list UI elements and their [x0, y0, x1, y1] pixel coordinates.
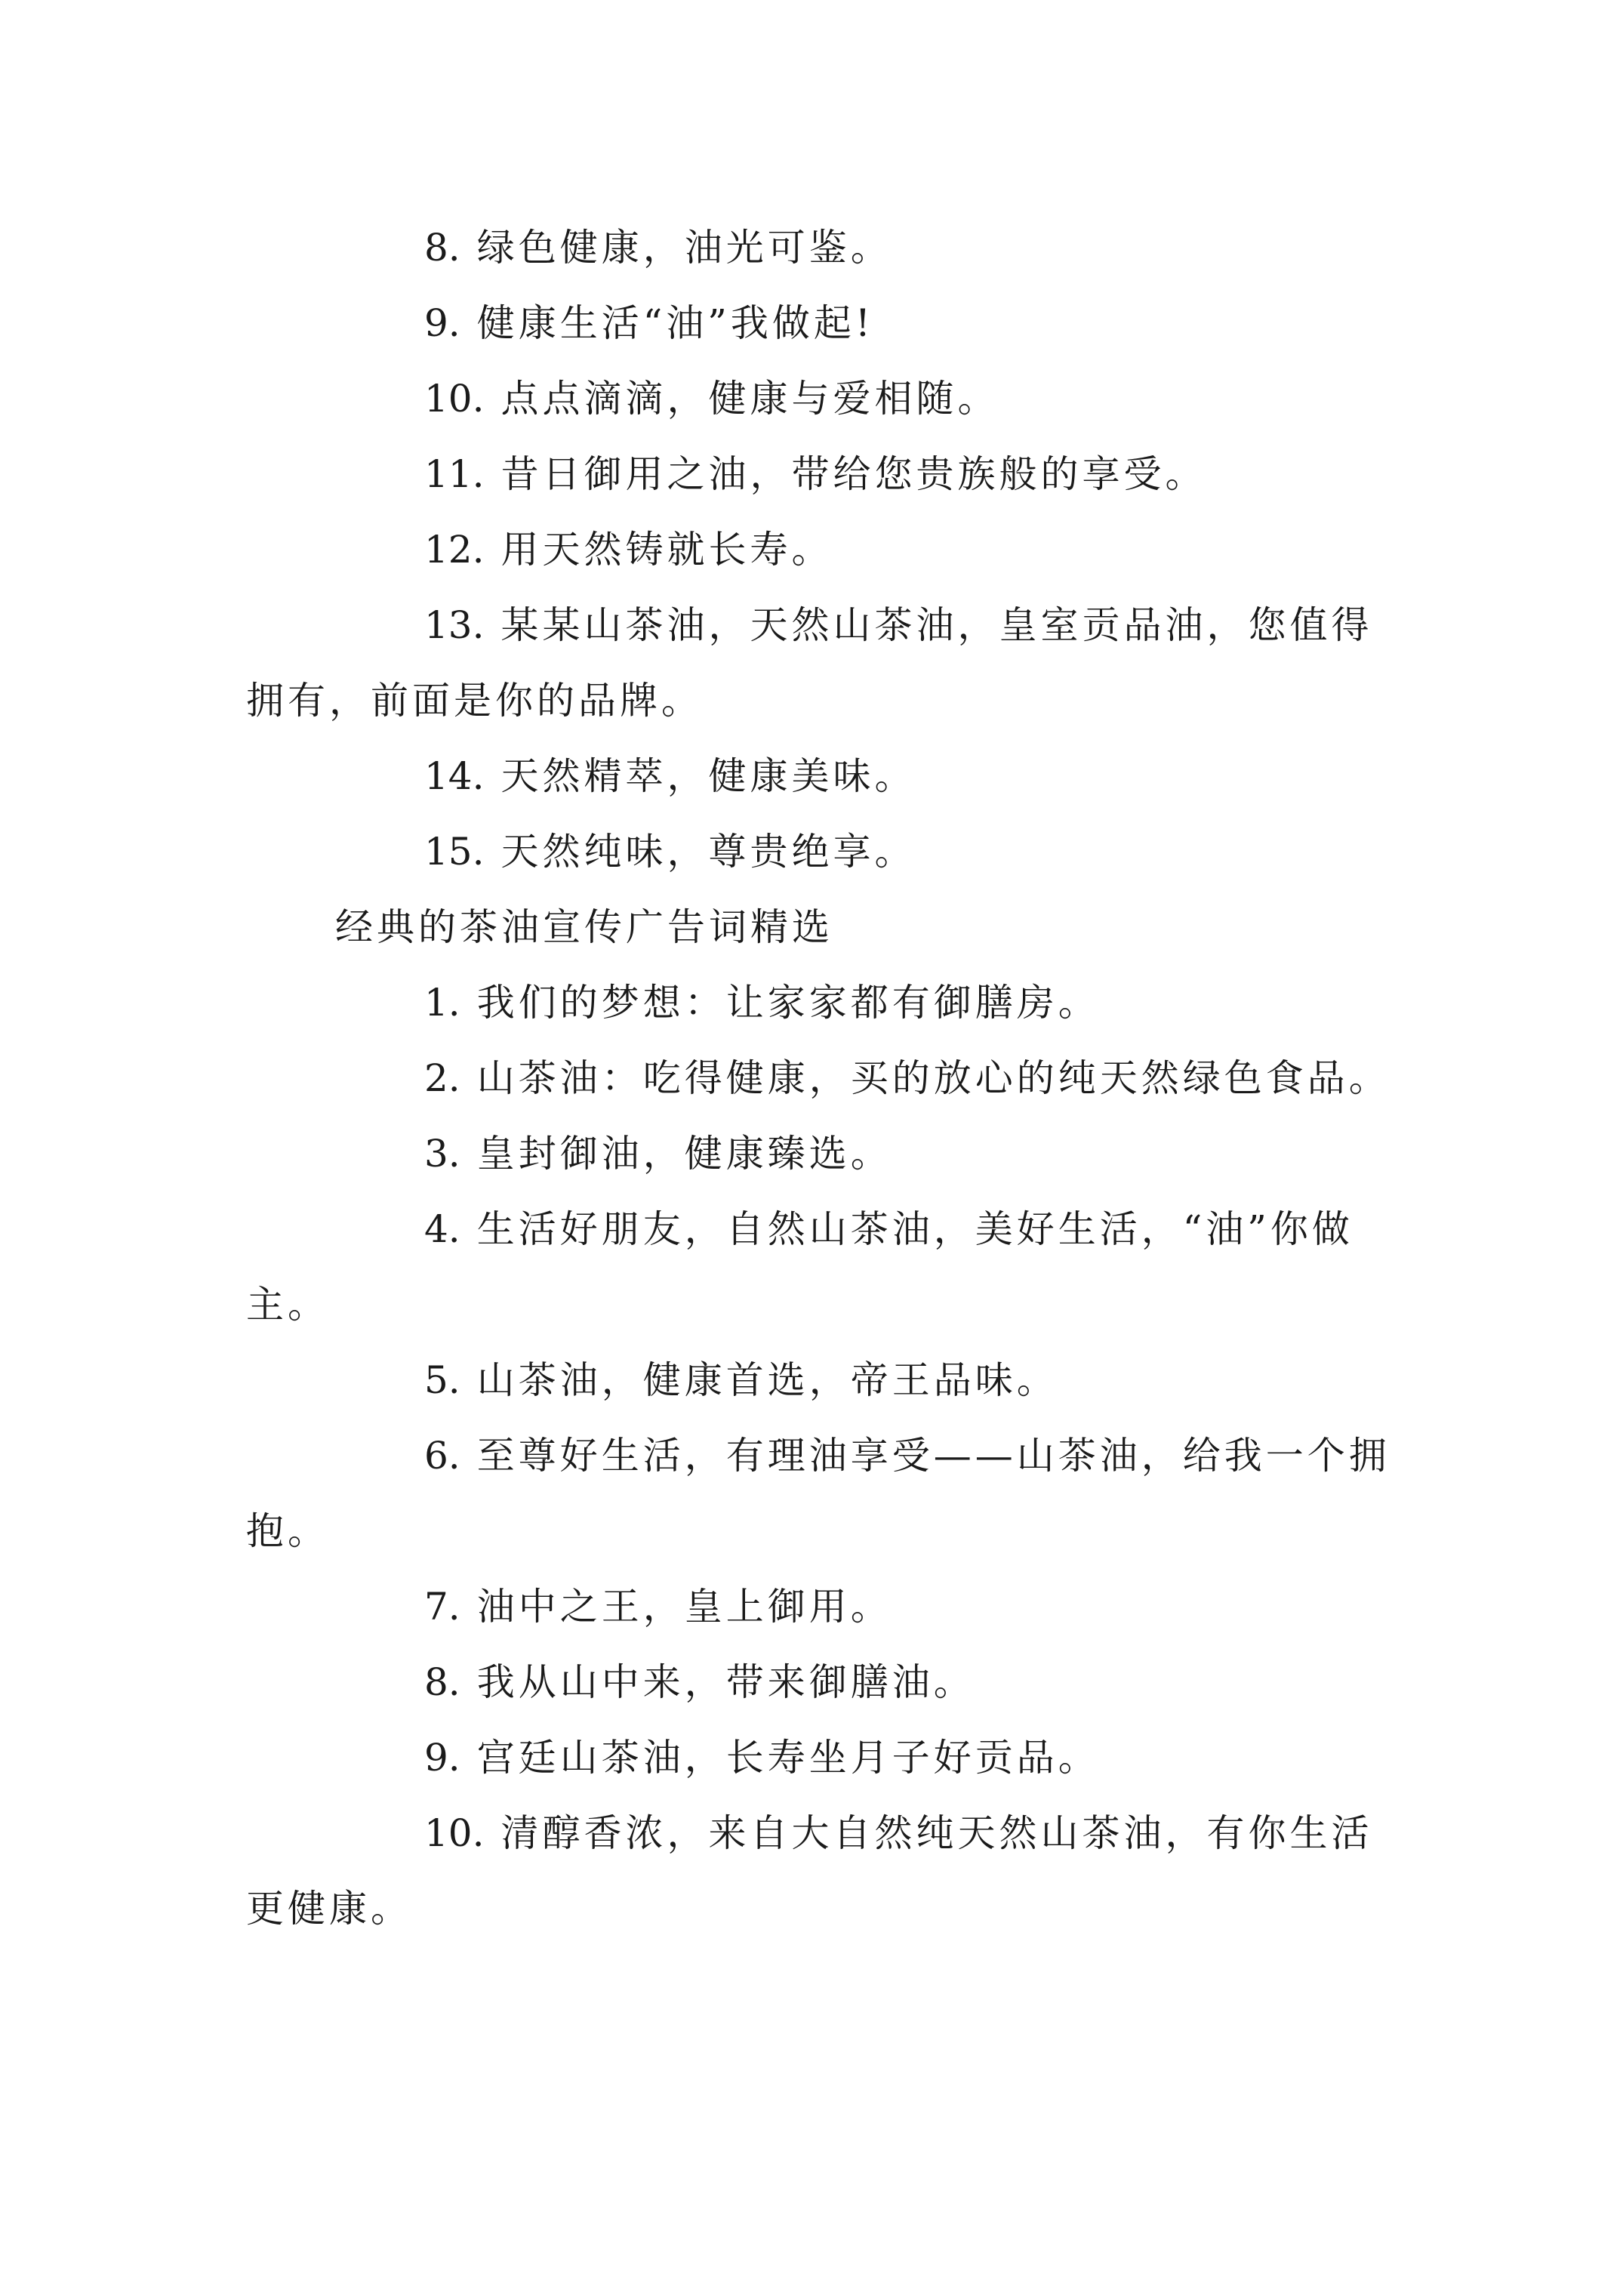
item-number: 9. — [424, 301, 460, 345]
item-text: 油中之王，皇上御用。 — [476, 1585, 892, 1629]
item-text: 皇封御油，健康臻选。 — [476, 1132, 892, 1176]
paragraph — [246, 361, 1401, 436]
paragraph — [246, 1644, 1401, 1720]
item-text: 我们的梦想：让家家都有御膳房。 — [476, 981, 1100, 1025]
item-number: 8. — [424, 226, 460, 270]
paragraph — [246, 210, 1401, 285]
paragraph — [246, 738, 1401, 814]
item-text: 绿色健康，油光可鉴。 — [476, 226, 892, 270]
item-number: 1. — [424, 981, 460, 1025]
item-text: 健康生活“油”我做起! — [476, 301, 874, 345]
section-heading-text: 经典的茶油宣传广告词精选 — [335, 905, 833, 949]
item-number: 10. — [424, 377, 485, 421]
item-text: 生活好朋友，自然山茶油，美好生活，“油”你做主。 — [246, 1207, 1354, 1327]
item-number: 10. — [424, 1811, 485, 1855]
item-text: 清醇香浓，来自大自然纯天然山茶油，有你生活更健康。 — [246, 1811, 1373, 1931]
paragraph — [246, 1795, 1401, 1946]
section-heading — [246, 889, 1401, 965]
item-number: 13. — [424, 603, 485, 647]
paragraph — [246, 1418, 1401, 1569]
item-text: 点点滴滴，健康与爱相随。 — [500, 377, 999, 421]
item-number: 6. — [424, 1434, 460, 1478]
item-number: 12. — [424, 528, 485, 572]
item-text: 宫廷山茶油，长寿坐月子好贡品。 — [476, 1736, 1100, 1780]
paragraph — [246, 1191, 1401, 1342]
paragraph — [246, 436, 1401, 512]
item-number: 5. — [424, 1358, 460, 1402]
paragraph — [246, 1342, 1401, 1418]
paragraph — [246, 1720, 1401, 1795]
item-text: 昔日御用之油，带给您贵族般的享受。 — [500, 452, 1207, 496]
item-number: 7. — [424, 1585, 460, 1629]
paragraph — [246, 587, 1401, 738]
paragraph — [246, 965, 1401, 1040]
item-number: 2. — [424, 1056, 460, 1100]
paragraph — [246, 512, 1401, 587]
item-number: 8. — [424, 1660, 460, 1704]
item-text: 至尊好生活，有理油享受——山茶油，给我一个拥抱。 — [246, 1434, 1390, 1553]
paragraph — [246, 1040, 1401, 1116]
item-text: 天然纯味，尊贵绝享。 — [500, 830, 916, 874]
item-text: 我从山中来，带来御膳油。 — [476, 1660, 975, 1704]
item-number: 9. — [424, 1736, 460, 1780]
item-number: 4. — [424, 1207, 460, 1251]
paragraph — [246, 1116, 1401, 1191]
item-text: 山茶油：吃得健康，买的放心的纯天然绿色食品。 — [476, 1056, 1390, 1100]
paragraph — [246, 1569, 1401, 1644]
item-number: 3. — [424, 1132, 460, 1176]
document-body — [246, 210, 1401, 1946]
item-number: 15. — [424, 830, 485, 874]
item-text: 某某山茶油，天然山茶油，皇室贡品油，您值得拥有，前面是你的品牌。 — [246, 603, 1373, 723]
item-text: 山茶油，健康首选，帝王品味。 — [476, 1358, 1058, 1402]
item-text: 天然精萃，健康美味。 — [500, 754, 916, 798]
item-number: 11. — [424, 452, 485, 496]
item-text: 用天然铸就长寿。 — [500, 528, 833, 572]
paragraph — [246, 285, 1401, 361]
paragraph — [246, 814, 1401, 889]
item-number: 14. — [424, 754, 485, 798]
